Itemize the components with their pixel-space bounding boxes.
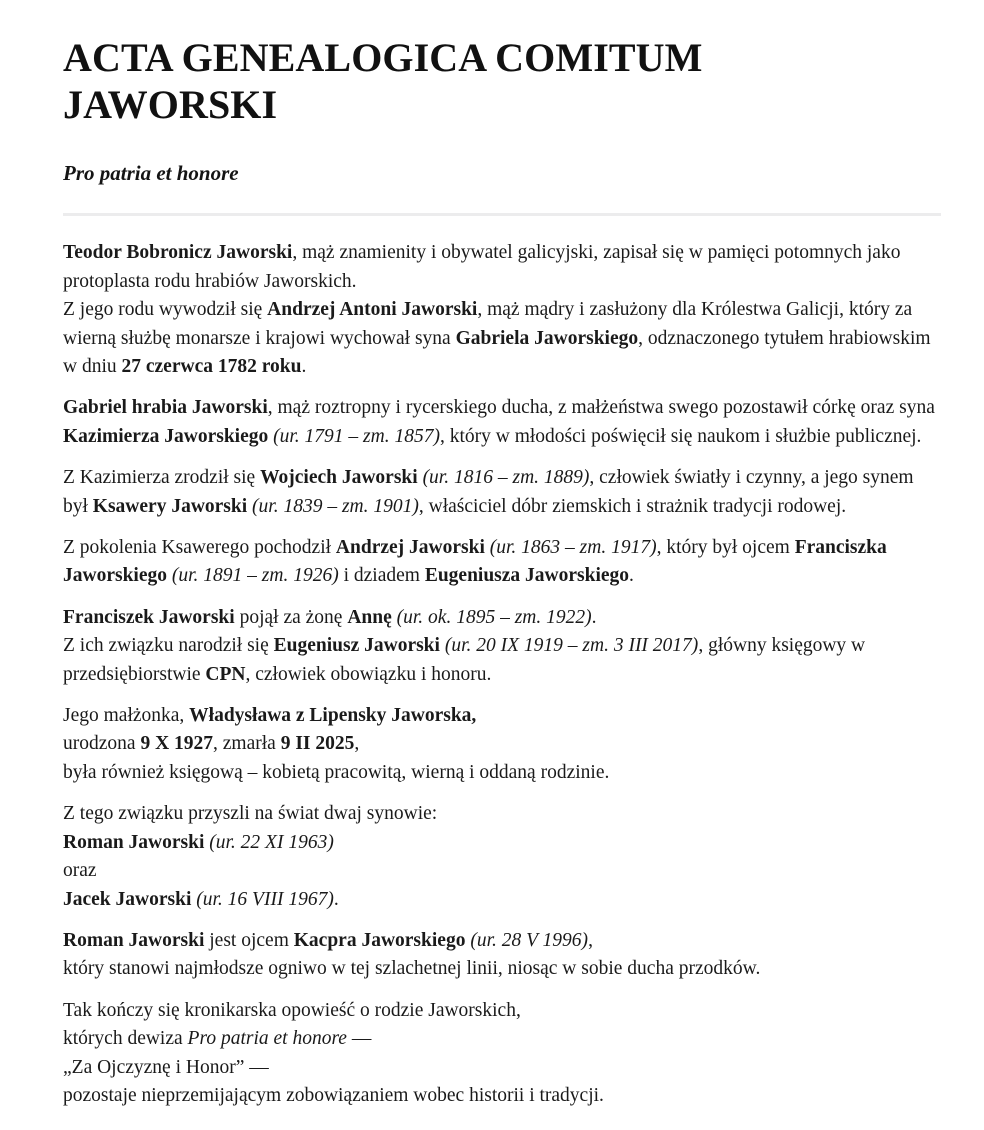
text-run: pozostaje nieprzemijającym zobowiązaniem wobec historii i tradycji. (63, 1084, 604, 1106)
text-run: — (346, 1028, 372, 1050)
life-dates: (ur. 1839 – zm. 1901) (252, 495, 419, 517)
text-run: Z pokolenia Ksawerego pochodził (63, 537, 336, 559)
person-name: Kazimierza Jaworskiego (63, 425, 269, 447)
text-run: oraz (63, 860, 97, 882)
person-name: Franciszka Jaworskiego (63, 537, 887, 587)
text-run: Z tego związku przyszli na świat dwaj synowie: (63, 803, 438, 825)
text-run: których dewiza (63, 1028, 188, 1050)
life-dates: (ur. 28 V 1996) (470, 929, 589, 951)
text-run: Z ich związku narodził się (63, 635, 274, 657)
person-name: Roman Jaworski (63, 831, 205, 853)
person-name: Andrzej Jaworski (335, 537, 485, 559)
paragraph-p-teodor (63, 239, 940, 381)
text-run: , który był ojcem (656, 537, 795, 559)
paragraph-p-zakonczenie (63, 997, 940, 1111)
person-name: Annę (347, 606, 392, 628)
text-run: i dziadem (338, 565, 425, 587)
person-name: Andrzej Antoni Jaworski (267, 299, 478, 321)
text-run: , człowiek obowiązku i honoru. (245, 663, 492, 685)
person-name: Gabriela Jaworskiego (455, 327, 639, 349)
life-dates: (ur. 20 IX 1919 – zm. 3 III 2017) (444, 635, 699, 657)
text-run: jest ojcem (204, 929, 294, 951)
text-run: , odznaczonego tytułem hrabiowskim w dniu (63, 327, 931, 377)
text-run: Jego małżonka, (63, 705, 190, 727)
text-run: Tak kończy się kronikarska opowieść o rodzie Jaworskich, (63, 999, 521, 1021)
text-run: , właściciel dóbr ziemskich i strażnik tradycji rodowej. (418, 495, 847, 517)
paragraph-p-kacper (63, 927, 940, 984)
life-dates: (ur. ok. 1895 – zm. 1922) (396, 606, 592, 628)
paragraph-p-wojciech (63, 464, 940, 521)
paragraph-p-franciszek (63, 604, 940, 689)
life-dates: (ur. 1816 – zm. 1889) (422, 467, 590, 489)
text-run: . (629, 565, 634, 587)
person-name: 9 II 2025 (280, 733, 355, 755)
life-dates: (ur. 22 XI 1963) (209, 831, 334, 853)
person-name: Franciszek Jaworski (63, 606, 235, 628)
document-body (63, 239, 940, 1110)
document-motto-subtitle: Pro patria et honore (63, 161, 239, 186)
life-dates: (ur. 1791 – zm. 1857) (273, 425, 440, 447)
person-name: Gabriel hrabia Jaworski (63, 397, 268, 419)
person-name: Jacek Jaworski (63, 888, 192, 910)
life-dates: (ur. 16 VIII 1967) (196, 888, 334, 910)
person-name: Wojciech Jaworski (260, 467, 418, 489)
text-run: . (591, 606, 597, 628)
text-run: urodzona (63, 733, 141, 755)
text-run: , (588, 929, 593, 951)
paragraph-p-wladyslawa (63, 702, 940, 787)
text-run: który stanowi najmłodsze ogniwo w tej szlachetnej linii, niosąc w sobie ducha przodków. (63, 958, 761, 980)
person-name: Roman Jaworski (63, 929, 205, 951)
text-run: Z jego rodu wywodził się (63, 299, 268, 321)
life-dates: Pro patria et honore (187, 1028, 347, 1050)
text-run: była również księgową – kobietą pracowitą, wierną i oddaną rodzinie. (63, 761, 610, 783)
text-run: „Za Ojczyznę i Honor” — (63, 1056, 269, 1078)
paragraph-p-gabriel (63, 394, 940, 451)
text-run: . (333, 888, 339, 910)
text-run: , mąż roztropny i rycerskiego ducha, z małżeństwa swego pozostawił córkę oraz syna (267, 397, 935, 419)
person-name: Eugeniusz Jaworski (273, 635, 440, 657)
life-dates: (ur. 1863 – zm. 1917) (489, 537, 657, 559)
person-name: CPN (205, 663, 246, 685)
person-name: Ksawery Jaworski (92, 495, 248, 517)
person-name: Władysława z Lipensky Jaworska, (189, 705, 477, 727)
text-run: , człowiek światły i czynny, a jego synem był (63, 467, 914, 517)
page-title: ACTA GENEALOGICA COMITUM JAWORSKI (63, 35, 703, 128)
person-name: Teodor Bobronicz Jaworski (63, 242, 293, 264)
person-name: 27 czerwca 1782 roku (121, 356, 302, 377)
text-run: , który w młodości poświęcił się naukom i służbie publicznej. (439, 425, 922, 447)
paragraph-p-andrzej (63, 534, 940, 591)
text-run: , mąż mądry i zasłużony dla Królestwa Galicji, który za wierną służbę monarsze i krajowi wychował syna (63, 299, 913, 349)
text-run: . (301, 356, 307, 377)
person-name: Eugeniusza Jaworskiego (424, 565, 630, 587)
text-run: pojął za żonę (234, 606, 348, 628)
text-run: , (354, 733, 360, 755)
text-run: , zmarła (213, 733, 281, 755)
text-run: Z Kazimierza zrodził się (63, 467, 261, 489)
person-name: 9 X 1927 (140, 733, 214, 755)
paragraph-p-synowie (63, 800, 940, 914)
life-dates: (ur. 1891 – zm. 1926) (171, 565, 339, 587)
text-run: , główny księgowy w przedsiębiorstwie (63, 635, 866, 685)
header-divider (63, 213, 941, 216)
text-run: , mąż znamienity i obywatel galicyjski, zapisał się w pamięci potomnych jako protoplasta rodu hrabiów Jaworskich. (63, 242, 901, 292)
person-name: Kacpra Jaworskiego (293, 929, 466, 951)
